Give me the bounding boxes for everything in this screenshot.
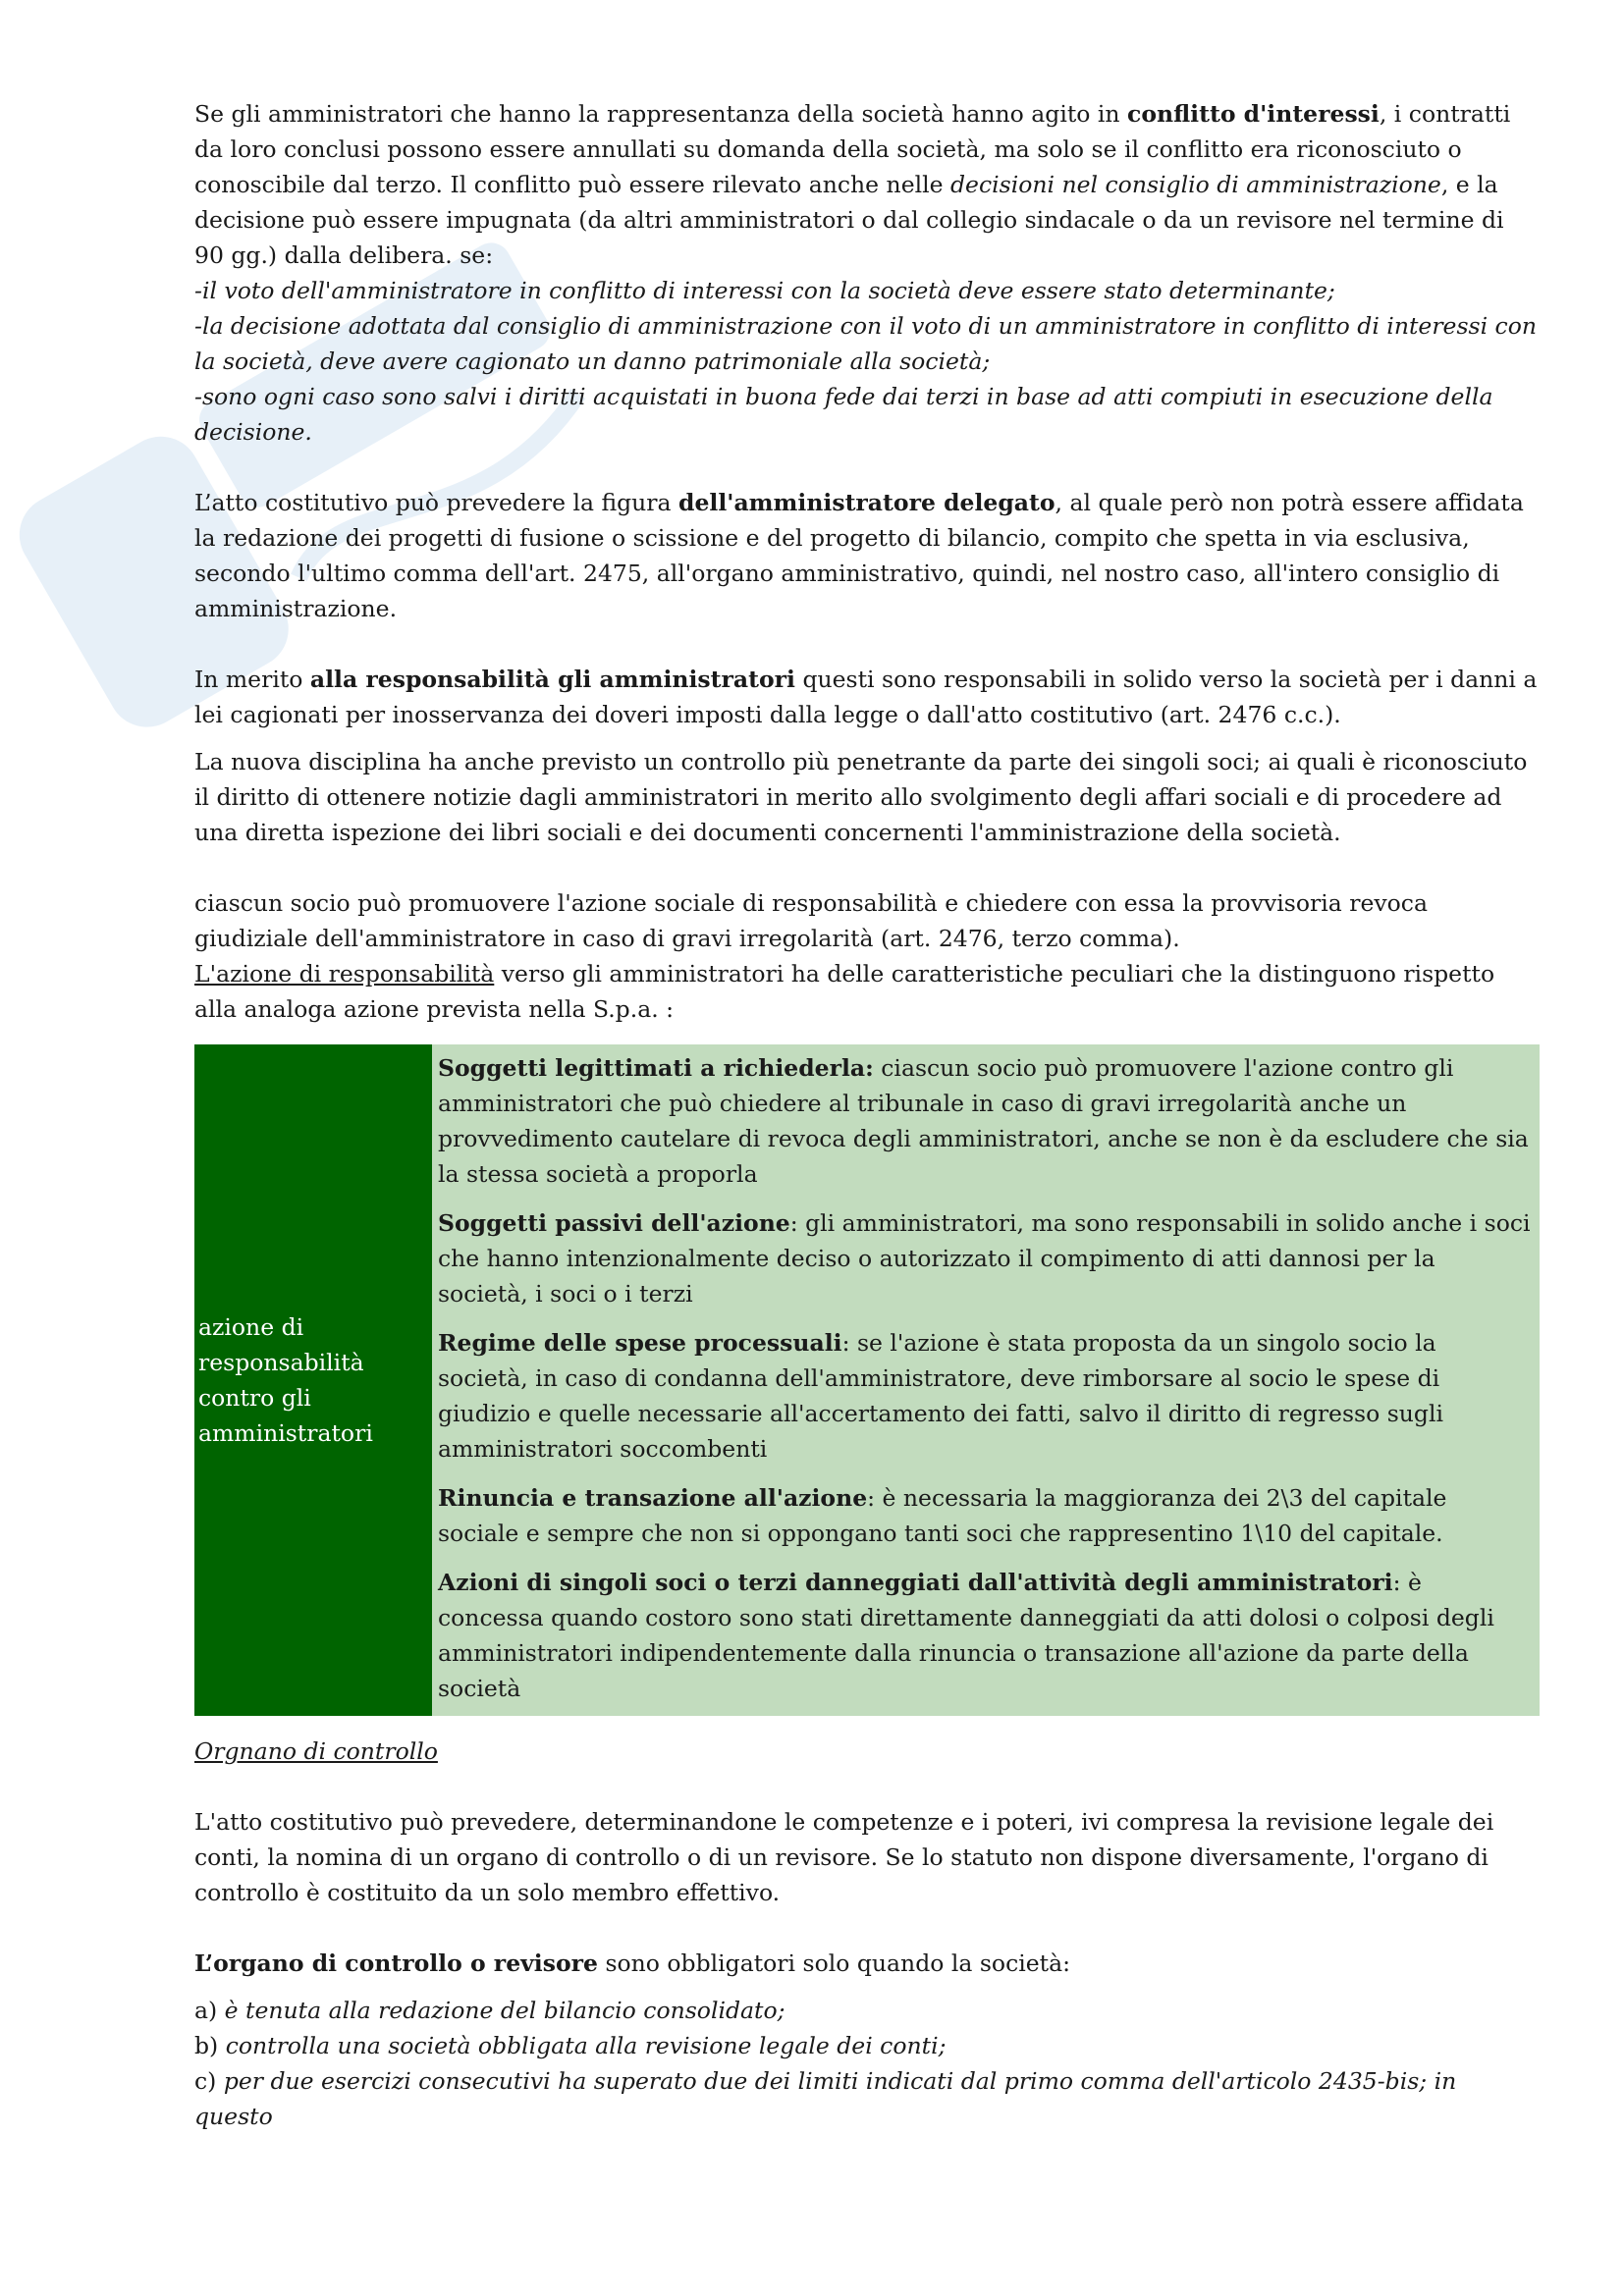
list-item: -il voto dell'amministratore in conflitto di interessi con la società deve essere stato determinante; [194,277,1335,304]
paragraph-nuova-disciplina: La nuova disciplina ha anche previsto un controllo più penetrante da parte dei singoli soci; ai quali è riconosciuto il diritto di ottenere notizie dagli amministratori in merito allo svolgimento degli affari sociali e di procedere ad una diretta ispezione dei libri sociali e dei documenti concernenti l'amministrazione della società. [194,748,1528,846]
list-item: b) controlla una società obbligata alla revisione legale dei conti; [194,2032,947,2059]
table-row: Azioni di singoli soci o terzi danneggiati dall'attività degli amministratori: è concessa quando costoro sono stati direttamente danneggiati da atti dolosi o colposi degli amministratori indipendentemente dalla rinuncia o transazione all'azione da parte della società [438,1569,1494,1702]
list-item: -sono ogni caso sono salvi i diritti acquistati in buona fede dai terzi in base ad atti compiuti in esecuzione della decisione. [194,383,1493,446]
responsabilita-table [194,1044,1540,1716]
table-left-label: azione di responsabilità contro gli amministratori [194,1044,432,1716]
table-row: Regime delle spese processuali: se l'azione è stata proposta da un singolo socio la società, in caso di condanna dell'amministratore, deve rimborsare al socio le spese di giudizio e quelle necessarie all'accertamento dei fatti, salvo il diritto di regresso sugli amministratori soccombenti [438,1329,1443,1463]
paragraph-azione-responsabilita: L'azione di responsabilità verso gli amministratori ha delle caratteristiche peculiari che la distinguono rispetto alla analoga azione prevista nella S.p.a. : [194,960,1495,1023]
paragraph-responsabilita: In merito alla responsabilità gli amministratori questi sono responsabili in solido verso la società per i danni a lei cagionati per inosservanza dei doveri imposti dalla legge o dall'atto costitutivo (art. 2476 c.c.). [194,666,1538,728]
conditions-list [194,1993,1540,2134]
paragraph-amministratore-delegato: L’atto costitutivo può prevedere la figura dell'amministratore delegato, al quale però non potrà essere affidata la redazione dei progetti di fusione o scissione e del progetto di bilancio, compito che spetta in via esclusiva, secondo l'ultimo comma dell'art. 2475, all'organo amministrativo, quindi, nel nostro caso, all'intero consiglio di amministrazione. [194,489,1524,622]
table-row: Soggetti passivi dell'azione: gli amministratori, ma sono responsabili in solido anche i soci che hanno intenzionalmente deciso o autorizzato il compimento di atti dannosi per la società, i soci o i terzi [438,1209,1531,1308]
list-item: a) è tenuta alla redazione del bilancio consolidato; [194,1997,785,2024]
paragraph-conflitto: Se gli amministratori che hanno la rappresentanza della società hanno agito in conflitto d'interessi, i contratti da loro conclusi possono essere annullati su domanda della società, ma solo se il conflitto era riconosciuto o conoscibile dal terzo. Il conflitto può essere rilevato anche nelle decisioni nel consiglio di amministrazione, e la decisione può essere impugnata (da altri amministratori o dal collegio sindacale o da un revisore nel termine di 90 gg.) dalla delibera. se: [194,100,1511,269]
paragraph-organo-controllo: L'atto costitutivo può prevedere, determinandone le competenze e i poteri, ivi compresa la revisione legale dei conti, la nomina di un organo di controllo o di un revisore. Se lo statuto non dispone diversamente, l'organo di controllo è costituito da un solo membro effettivo. [194,1808,1494,1906]
table-row: Rinuncia e transazione all'azione: è necessaria la maggioranza dei 2\3 del capitale sociale e sempre che non si oppongano tanti soci che rappresentino 1\10 del capitale. [438,1484,1447,1547]
table-row: Soggetti legittimati a richiederla: ciascun socio può promuovere l'azione contro gli amministratori che può chiedere al tribunale in caso di gravi irregolarità anche un provvedimento cautelare di revoca degli amministratori, anche se non è da escludere che sia la stessa società a proporla [438,1054,1529,1188]
paragraph-azione-sociale: ciascun socio può promuovere l'azione sociale di responsabilità e chiedere con essa la provvisoria revoca giudiziale dell'amministratore in caso di gravi irregolarità (art. 2476, terzo comma). [194,889,1428,952]
table-right-cell [432,1044,1540,1716]
list-item: c) per due esercizi consecutivi ha superato due dei limiti indicati dal primo comma dell'articolo 2435-bis; in questo [194,2067,1457,2130]
document-body [194,96,1540,2134]
list-item: -la decisione adottata dal consiglio di amministrazione con il voto di un amministratore in conflitto di interessi con la società, deve avere cagionato un danno patrimoniale alla società; [194,312,1538,375]
paragraph-obbligatori: L’organo di controllo o revisore sono obbligatori solo quando la società: [194,1949,1071,1977]
section-title: Orgnano di controllo [194,1737,438,1765]
